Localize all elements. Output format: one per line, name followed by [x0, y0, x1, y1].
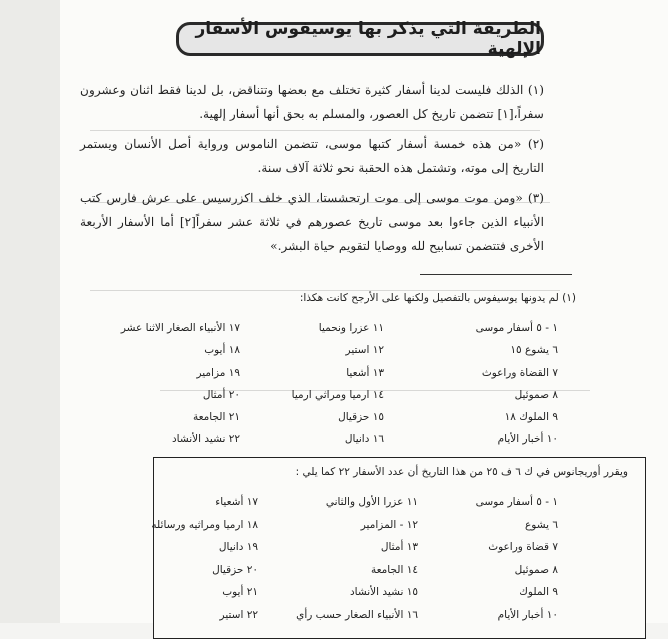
- box-column-left: [151, 491, 258, 626]
- box-column-middle: [296, 491, 418, 626]
- bleed-through-line: [90, 130, 540, 131]
- title-banner: [176, 19, 544, 59]
- list-item: ٢١ أيوب: [222, 586, 258, 598]
- list-item: ٦ يشوع ١٥: [510, 344, 558, 357]
- list-item: ٢٢ استير: [219, 608, 258, 621]
- bleed-through-line: [90, 290, 560, 291]
- list-item: ١٥ نشيد الأنشاد: [350, 586, 418, 598]
- list-item: ٩ الملوك: [519, 586, 558, 598]
- paragraph-2: (٢) «من هذه خمسة أسفار كتبها موسى، تتضمن الناموس ورواية أصل الأنسان ويستمر التاريخ إلى موته، وتشتمل هذه الحقبة نحو ثلاثة آلاف سنة.: [80, 137, 544, 175]
- list-item: ٢٠ أمثال: [202, 388, 240, 401]
- list-item: ١٢ استير: [345, 344, 384, 357]
- list-item: ٢٢ نشيد الأنشاد: [172, 433, 240, 446]
- list-item: ١١ عزرا الأول والثاني: [325, 496, 418, 508]
- list-item: ١١ عزرا ونحميا: [318, 322, 384, 334]
- list-item: ٧ قضاة وراعوث: [488, 541, 558, 553]
- list-item: ١٨ أيوب: [204, 344, 240, 357]
- list-item: ٨ صموئيل: [514, 388, 558, 401]
- box-header: ويقرر أوريجانوس في ك ٦ ف ٢٥ من هذا التاريخ أن عدد الأسفار ٢٢ كما يلي :: [295, 466, 628, 478]
- scan-margin: [0, 0, 60, 623]
- list-item: ٧ القضاة وراعوث: [481, 366, 558, 379]
- list-item: ١٤ الجامعة: [370, 563, 418, 576]
- list-item: ١٥ حزقيال: [338, 411, 384, 424]
- list-item: ١٣ أشعيا: [346, 366, 384, 379]
- list-item: ١٩ دانيال: [218, 541, 258, 553]
- list-item: ١٤ ارميا ومراثي ارميا: [291, 388, 384, 401]
- list-item: ٦ يشوع: [525, 518, 558, 531]
- list-item: ١٠ أخبار الأيام: [497, 608, 558, 621]
- list-item: ١٩ مزامير: [196, 366, 240, 379]
- list1-column-right: [476, 317, 558, 451]
- box-column-right: [476, 491, 558, 626]
- list1-column-middle: [292, 317, 384, 451]
- list-item: ١٣ أمثال: [380, 541, 418, 553]
- list-item: ١٠ أخبار الأيام: [497, 433, 558, 446]
- list1-column-left: [121, 317, 240, 451]
- footnote-intro: (١) لم يدونها يوسيفوس بالتفصيل ولكنها على الأرجح كانت هكذا:: [299, 292, 576, 304]
- list-item: ١٧ الأنبياء الصغار الاثنا عشر: [120, 322, 240, 334]
- footnote-separator: [420, 274, 572, 275]
- list-item: ١ - ٥ أسفار موسى: [475, 322, 558, 334]
- list-item: ٨ صموئيل: [514, 563, 558, 576]
- list-item: ١٧ أشعياء: [215, 496, 258, 508]
- list-item: ٩ الملوك ١٨: [504, 411, 558, 424]
- page-title: الطريقة التي يذكر بها يوسيفوس الأسفار الإلهية: [195, 19, 541, 59]
- list-item: ١٨ ارميا ومراثيه ورسائله: [151, 518, 258, 531]
- list-item: ١٦ دانيال: [344, 433, 384, 446]
- list-item: ١ - ٥ أسفار موسى: [475, 496, 558, 508]
- list-item: ٢٠ حزقيال: [212, 563, 258, 576]
- list-item: ٢١ الجامعة: [192, 411, 240, 424]
- paragraph-1: (١) الذلك فليست لدينا أسفار كثيرة تختلف مع بعضها وتتناقض، بل لدينا فقط اثنان وعشرون سفراً،[١] تتضمن تاريخ كل العصور، والمسلم به بحق أنها أسفار إلهية.: [80, 83, 544, 121]
- list-item: ١٦ الأنبياء الصغار حسب رأي: [296, 608, 418, 621]
- list-item: ١٢ - المزامير: [360, 518, 418, 531]
- paragraph-3: (٣) «ومن موت موسى إلى موت ارتحشستا، الذي خلف اكزرسيس على عرش فارس كتب الأنبياء الذين جاءوا بعد موسى تاريخ عصورهم في ثلاثة عشر سفراً[٢] أما الأسفار الأربعة الأخرى فتتضمن تسابيح لله ووصايا لتقويم حياة البشر.»: [80, 191, 544, 253]
